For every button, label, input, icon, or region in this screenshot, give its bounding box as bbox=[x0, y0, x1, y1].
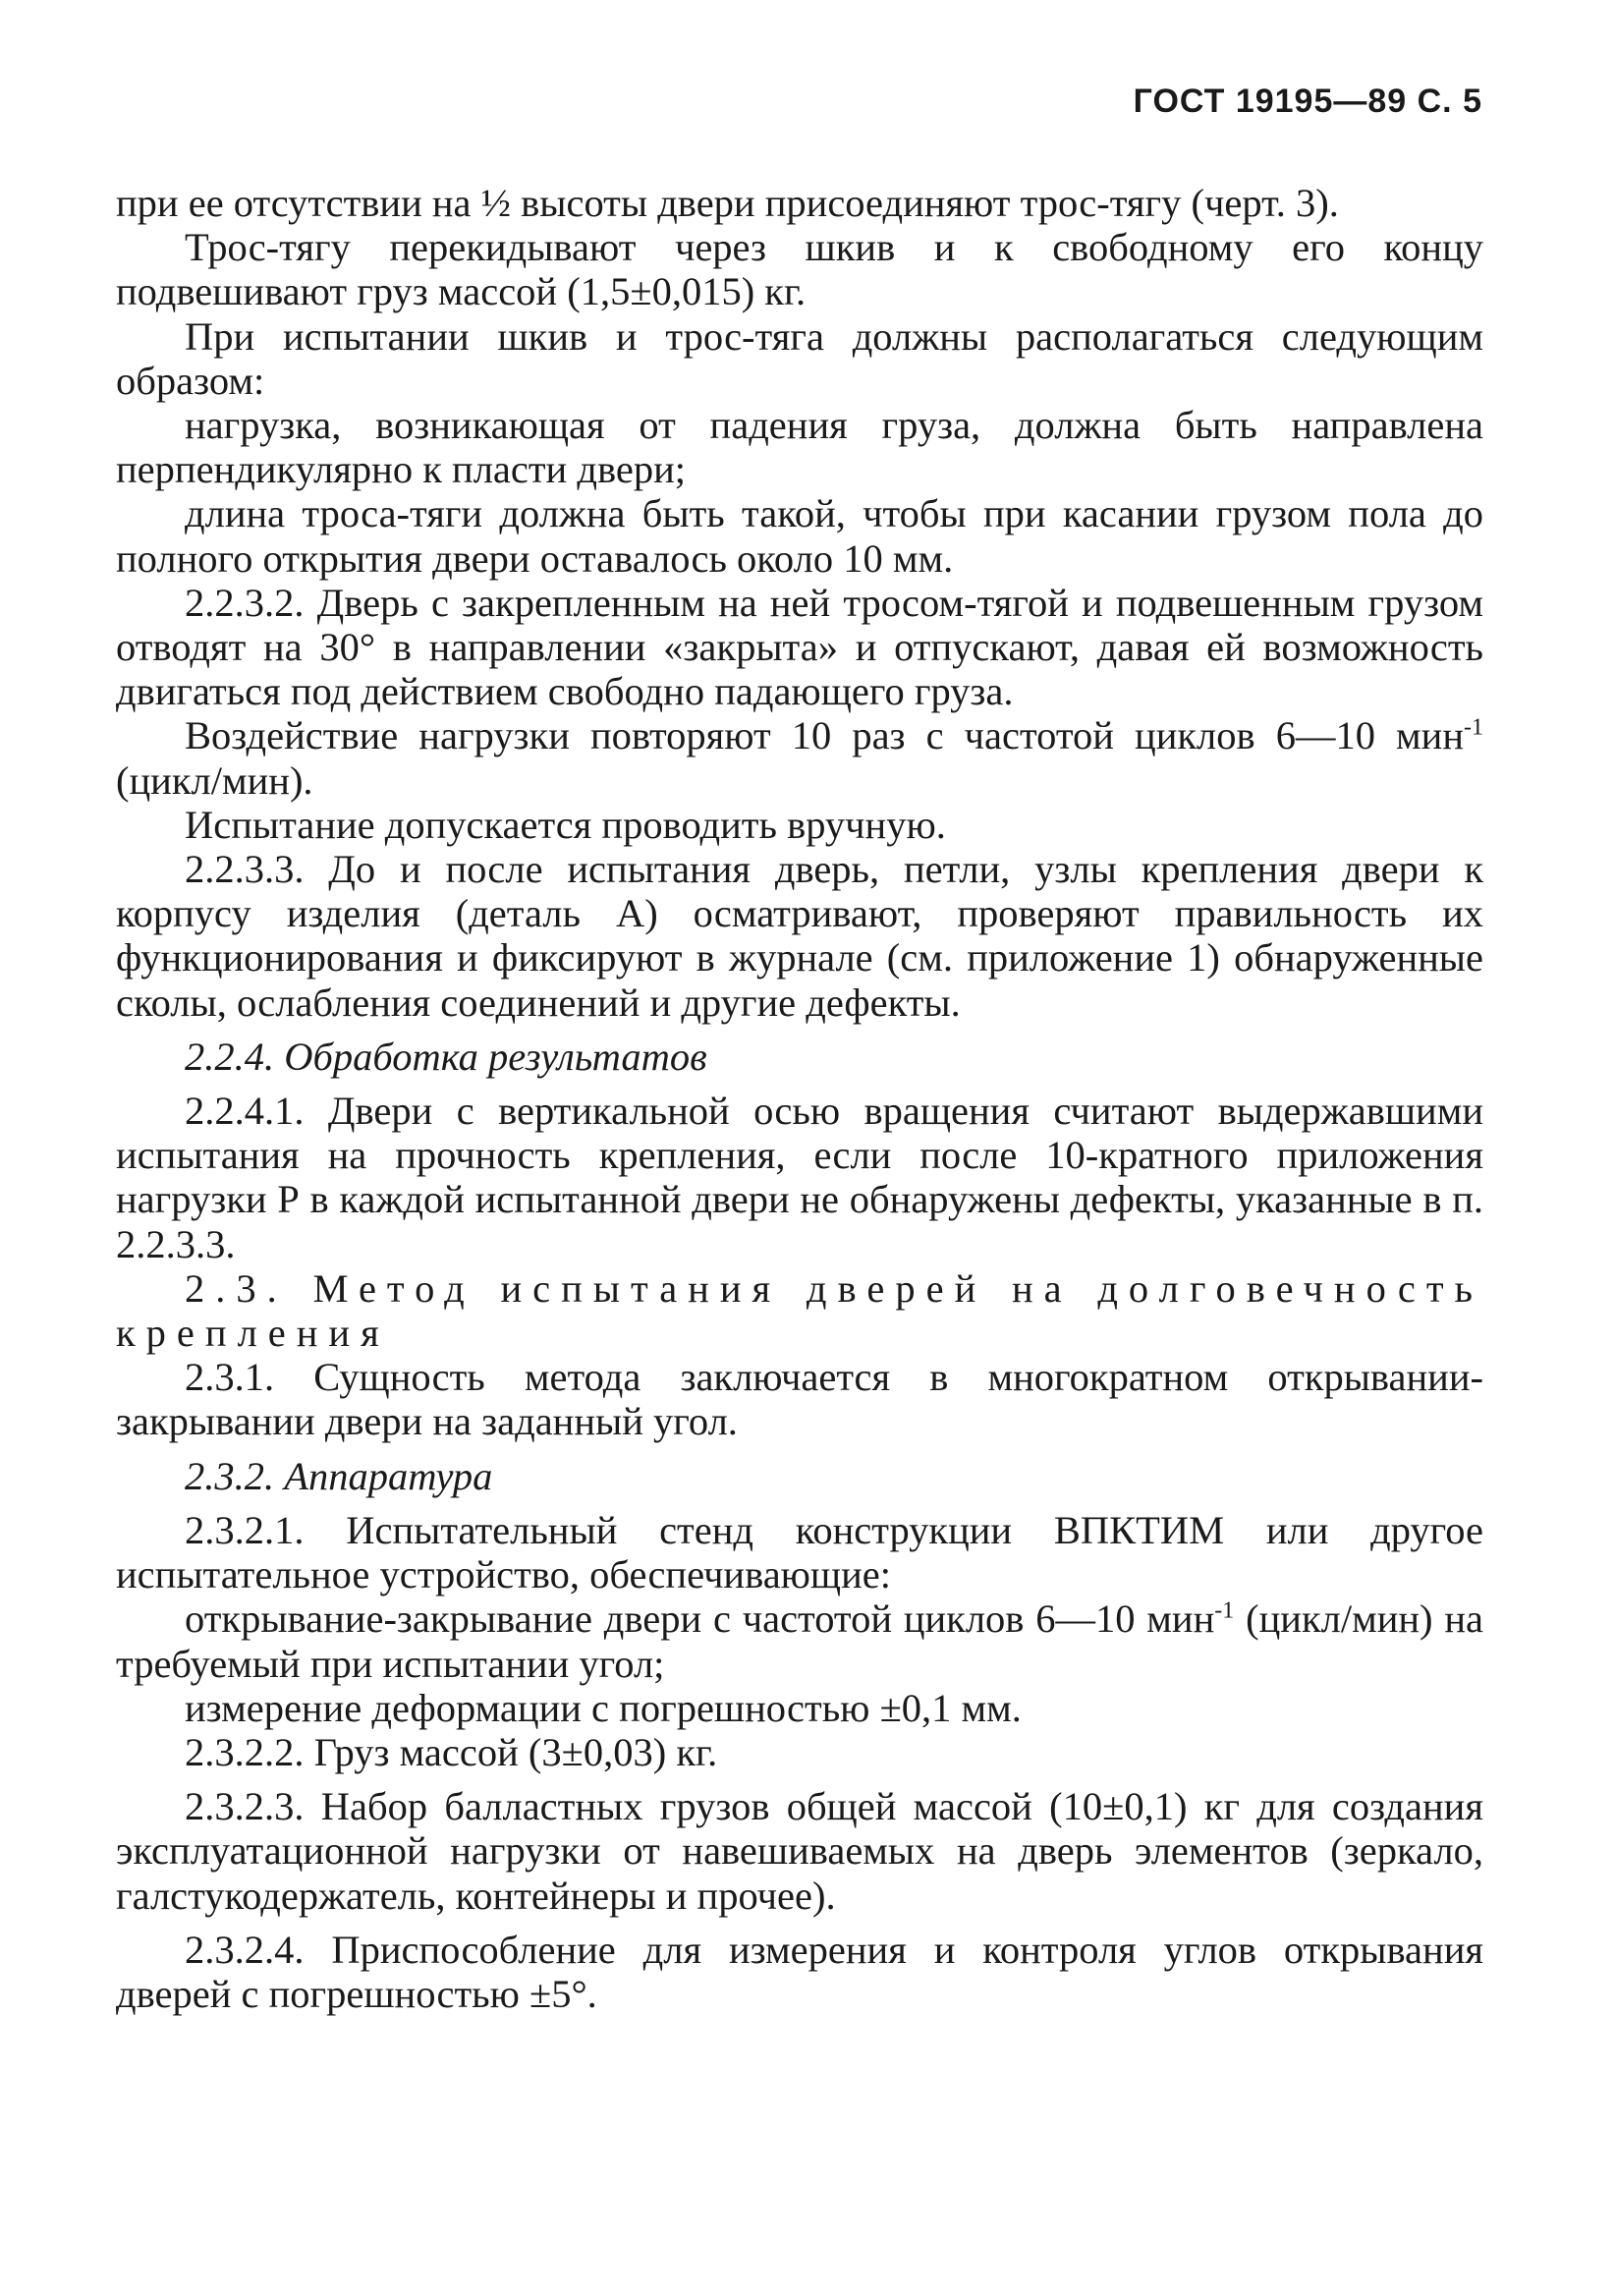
paragraph: Трос-тягу перекидывают через шкив и к свободному его концу подвешивают груз массой (1,5±0,015) кг. bbox=[116, 225, 1483, 314]
paragraph: при ее отсутствии на ½ высоты двери присоединяют трос-тягу (черт. 3). bbox=[116, 181, 1339, 225]
paragraph: 2.3.2.1. Испытательный стенд конструкции ВПКТИМ или другое испытательное устройство, обеспечивающие: bbox=[116, 1507, 1483, 1597]
paragraph: 2.3.1. Сущность метода заключается в многократном открывании-закрывании двери на заданный угол. bbox=[116, 1355, 1483, 1444]
paragraph: измерение деформации с погрешностью ±0,1 мм. bbox=[185, 1685, 1022, 1730]
paragraph: 2.2.4.1. Двери с вертикальной осью вращения считают выдержавшими испытания на прочность крепления, если после 10-кратного приложения нагрузки Р в каждой испытанной двери не обнаружены дефекты, указанные в п. 2.2.3.3. bbox=[116, 1089, 1483, 1266]
document-body bbox=[116, 181, 1483, 2016]
paragraph bbox=[116, 713, 1483, 802]
paragraph-text: Воздействие нагрузки повторяют 10 раз с частотой циклов 6—10 мин bbox=[185, 713, 1464, 758]
paragraph: Испытание допускается проводить вручную. bbox=[185, 802, 946, 847]
paragraph: При испытании шкив и трос-тяга должны располагаться следующим образом: bbox=[116, 313, 1483, 403]
paragraph: 2.3.2.4. Приспособление для измерения и контроля углов открывания дверей с погрешностью ±5°. bbox=[116, 1927, 1483, 2016]
page-header: ГОСТ 19195—89 С. 5 bbox=[1133, 83, 1482, 120]
paragraph: длина троса-тяги должна быть такой, чтобы при касании грузом пола до полного открытия двери оставалось около 10 мм. bbox=[116, 491, 1483, 581]
superscript: -1 bbox=[1464, 714, 1483, 741]
section-heading: 2.3. Метод испытания дверей на долговечность крепления bbox=[116, 1265, 1483, 1356]
subsection-heading: 2.2.4. Обработка результатов bbox=[185, 1034, 707, 1079]
subsection-heading: 2.3.2. Аппаратура bbox=[185, 1453, 493, 1498]
paragraph: 2.2.3.3. До и после испытания дверь, петли, узлы крепления двери к корпусу изделия (деталь А) осматривают, проверяют правильность их функционирования и фиксируют в журнале (см. приложение 1) обнаруженные сколы, ослабления соединений и другие дефекты. bbox=[116, 847, 1483, 1025]
superscript: -1 bbox=[1214, 1597, 1235, 1624]
paragraph: 2.3.2.3. Набор балластных грузов общей массой (10±0,1) кг для создания эксплуатационной нагрузки от навешиваемых на дверь элементов (зеркало, галстукодержатель, контейнеры и прочее). bbox=[116, 1784, 1483, 1918]
paragraph-text: открывание-закрывание двери с частотой циклов 6—10 мин bbox=[185, 1596, 1215, 1642]
paragraph: нагрузка, возникающая от падения груза, должна быть направлена перпендикулярно к пласти двери; bbox=[116, 403, 1483, 492]
paragraph: 2.3.2.2. Груз массой (3±0,03) кг. bbox=[185, 1729, 718, 1774]
paragraph-text: (цикл/мин) на требуемый при испытании угол; bbox=[116, 1596, 1484, 1686]
paragraph bbox=[116, 1596, 1483, 1685]
paragraph: 2.2.3.2. Дверь с закрепленным на ней тросом-тягой и подвешенным грузом отводят на 30° в направлении «закрыта» и отпускают, давая ей возможность двигаться под действием свободно падающего груза. bbox=[116, 580, 1483, 714]
paragraph-text: (цикл/мин). bbox=[116, 757, 313, 803]
